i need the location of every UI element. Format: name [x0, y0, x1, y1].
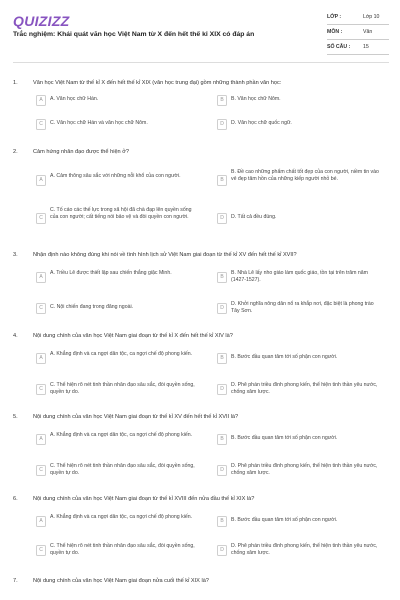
meta-divider	[327, 24, 389, 25]
question-text: Nội dung chính của văn học Việt Nam giai đoạn từ thế kỉ XVIII đến nửa đầu thế kỉ XIX là?	[33, 496, 255, 502]
meta-divider	[327, 39, 389, 40]
question-text: Nội dung chính của văn học Việt Nam giai đoạn nửa cuối thế kỉ XIX là?	[33, 578, 209, 584]
quizizz-logo[interactable]: QUIZIZZ	[13, 13, 70, 29]
option-letter-box[interactable]: C	[36, 213, 46, 224]
option-letter-box[interactable]: D	[217, 213, 227, 224]
worksheet-header	[0, 0, 400, 64]
option-text: D. Tất cả đều đúng.	[231, 214, 277, 220]
option-text: C. Thể hiện rõ nét tinh thần nhân đạo sâu sắc, đòi quyền sống, quyền tự do.	[50, 543, 195, 556]
question-text: Nhận định nào không đúng khi nói về tình hình lịch sử Việt Nam giai đoạn từ thế kỉ XV đến hết thế kỉ XVII?	[33, 252, 297, 258]
option-letter-box[interactable]: C	[36, 545, 46, 556]
option-text: A. Khẳng định và ca ngợi dân tộc, ca ngợi chế độ phong kiến.	[50, 432, 193, 438]
option-letter-box[interactable]: B	[217, 272, 227, 283]
question-text: Cảm hứng nhân đạo được thể hiện ở?	[33, 149, 129, 155]
option-text: B. Bước đầu quan tâm tới số phận con người.	[231, 517, 338, 523]
option-letter-box[interactable]: C	[36, 384, 46, 395]
option-letter-box[interactable]: A	[36, 272, 46, 283]
option-letter-box[interactable]: A	[36, 516, 46, 527]
meta-value: 15	[363, 44, 369, 50]
option-letter-box[interactable]: D	[217, 303, 227, 314]
option-text: B. Bước đầu quan tâm tới số phận con người.	[231, 354, 338, 360]
worksheet-title: Trắc nghiệm: Khái quát văn học Việt Nam từ X đến hết thế kỉ XIX có đáp án	[13, 31, 255, 38]
meta-label: SỐ CÂU :	[327, 44, 351, 50]
option-letter-box[interactable]: A	[36, 434, 46, 445]
option-letter-box[interactable]: B	[217, 434, 227, 445]
option-text: B. Nhà Lê lấy nho giáo làm quốc giáo, tồn tại trên trăm năm (1427-1527).	[231, 270, 368, 283]
question-text: Nội dung chính của văn học Việt Nam giai đoạn từ thế kỉ XV đến hết thế kỉ XVII là?	[33, 414, 239, 420]
option-text: D. Khởi nghĩa nông dân nổ ra khắp nơi, đặc biệt là phong trào Tây Sơn.	[231, 301, 374, 314]
option-letter-box[interactable]: C	[36, 465, 46, 476]
question-number: 6.	[13, 496, 18, 502]
option-letter-box[interactable]: A	[36, 175, 46, 186]
option-letter-box[interactable]: D	[217, 384, 227, 395]
question-number: 1.	[13, 80, 18, 86]
question-number: 5.	[13, 414, 18, 420]
option-text: C. Văn học chữ Hán và văn học chữ Nôm.	[50, 120, 148, 126]
option-text: D. Phê phán triều đình phong kiến, thể hiện tinh thần yêu nước, chống xâm lược.	[231, 543, 378, 556]
option-text: A. Triều Lê được thiết lập sau chiến thắng giặc Minh.	[50, 270, 172, 276]
option-letter-box[interactable]: C	[36, 303, 46, 314]
option-letter-box[interactable]: A	[36, 95, 46, 106]
option-text: D. Phê phán triều đình phong kiến, thể hiện tinh thần yêu nước, chống xâm lược.	[231, 463, 378, 476]
option-letter-box[interactable]: B	[217, 516, 227, 527]
option-text: C. Tố cáo các thế lực trong xã hội đã chà đạp lên quyền sống của con người; cất tiếng nói bảo vệ và đòi quyền con người.	[50, 207, 192, 220]
option-text: B. Bước đầu quan tâm tới số phận con người.	[231, 435, 338, 441]
option-letter-box[interactable]: D	[217, 545, 227, 556]
meta-value: Văn	[363, 29, 373, 35]
question-number: 4.	[13, 333, 18, 339]
option-text: D. Phê phán triều đình phong kiến, thể hiện tinh thần yêu nước, chống xâm lược.	[231, 382, 378, 395]
option-text: A. Khẳng định và ca ngợi dân tộc, ca ngợi chế độ phong kiến.	[50, 351, 193, 357]
option-letter-box[interactable]: A	[36, 353, 46, 364]
meta-label: LỚP :	[327, 14, 342, 20]
question-number: 3.	[13, 252, 18, 258]
option-letter-box[interactable]: B	[217, 175, 227, 186]
option-text: D. Văn học chữ quốc ngữ.	[231, 120, 292, 126]
option-letter-box[interactable]: B	[217, 95, 227, 106]
option-text: A. Văn học chữ Hán.	[50, 96, 99, 102]
question-number: 2.	[13, 149, 18, 155]
meta-divider	[327, 54, 389, 55]
option-text: C. Thể hiện rõ nét tinh thần nhân đạo sâu sắc, đòi quyền sống, quyền tự do.	[50, 382, 195, 395]
question-text: Văn học Việt Nam từ thế kỉ X đến hết thế kỉ XIX (văn học trung đại) gồm những thành phần văn học:	[33, 80, 282, 86]
question-number: 7.	[13, 578, 18, 584]
option-text: A. Khẳng định và ca ngợi dân tộc, ca ngợi chế độ phong kiến.	[50, 514, 193, 520]
meta-value: Lớp 10	[363, 14, 380, 20]
option-text: B. Đề cao những phẩm chất tốt đẹp của con người, niềm tin vào vẻ đẹp tâm hồn của những kiếp người nhỏ bé.	[231, 169, 379, 182]
option-letter-box[interactable]: D	[217, 465, 227, 476]
question-text: Nội dung chính của văn học Việt Nam giai đoạn từ thế kỉ X đến hết thế kỉ XIV là?	[33, 333, 233, 339]
option-text: C. Thể hiện rõ nét tinh thần nhân đạo sâu sắc, đòi quyền sống, quyền tự do.	[50, 463, 195, 476]
option-letter-box[interactable]: C	[36, 119, 46, 130]
option-letter-box[interactable]: D	[217, 119, 227, 130]
header-divider	[13, 62, 389, 63]
option-text: B. Văn học chữ Nôm.	[231, 96, 281, 102]
option-letter-box[interactable]: B	[217, 353, 227, 364]
option-text: C. Nội chiến đang trong đăng ngoài.	[50, 304, 134, 310]
option-text: A. Cảm thông sâu sắc với những nỗi khổ của con người.	[50, 173, 181, 179]
meta-label: MÔN :	[327, 29, 343, 35]
